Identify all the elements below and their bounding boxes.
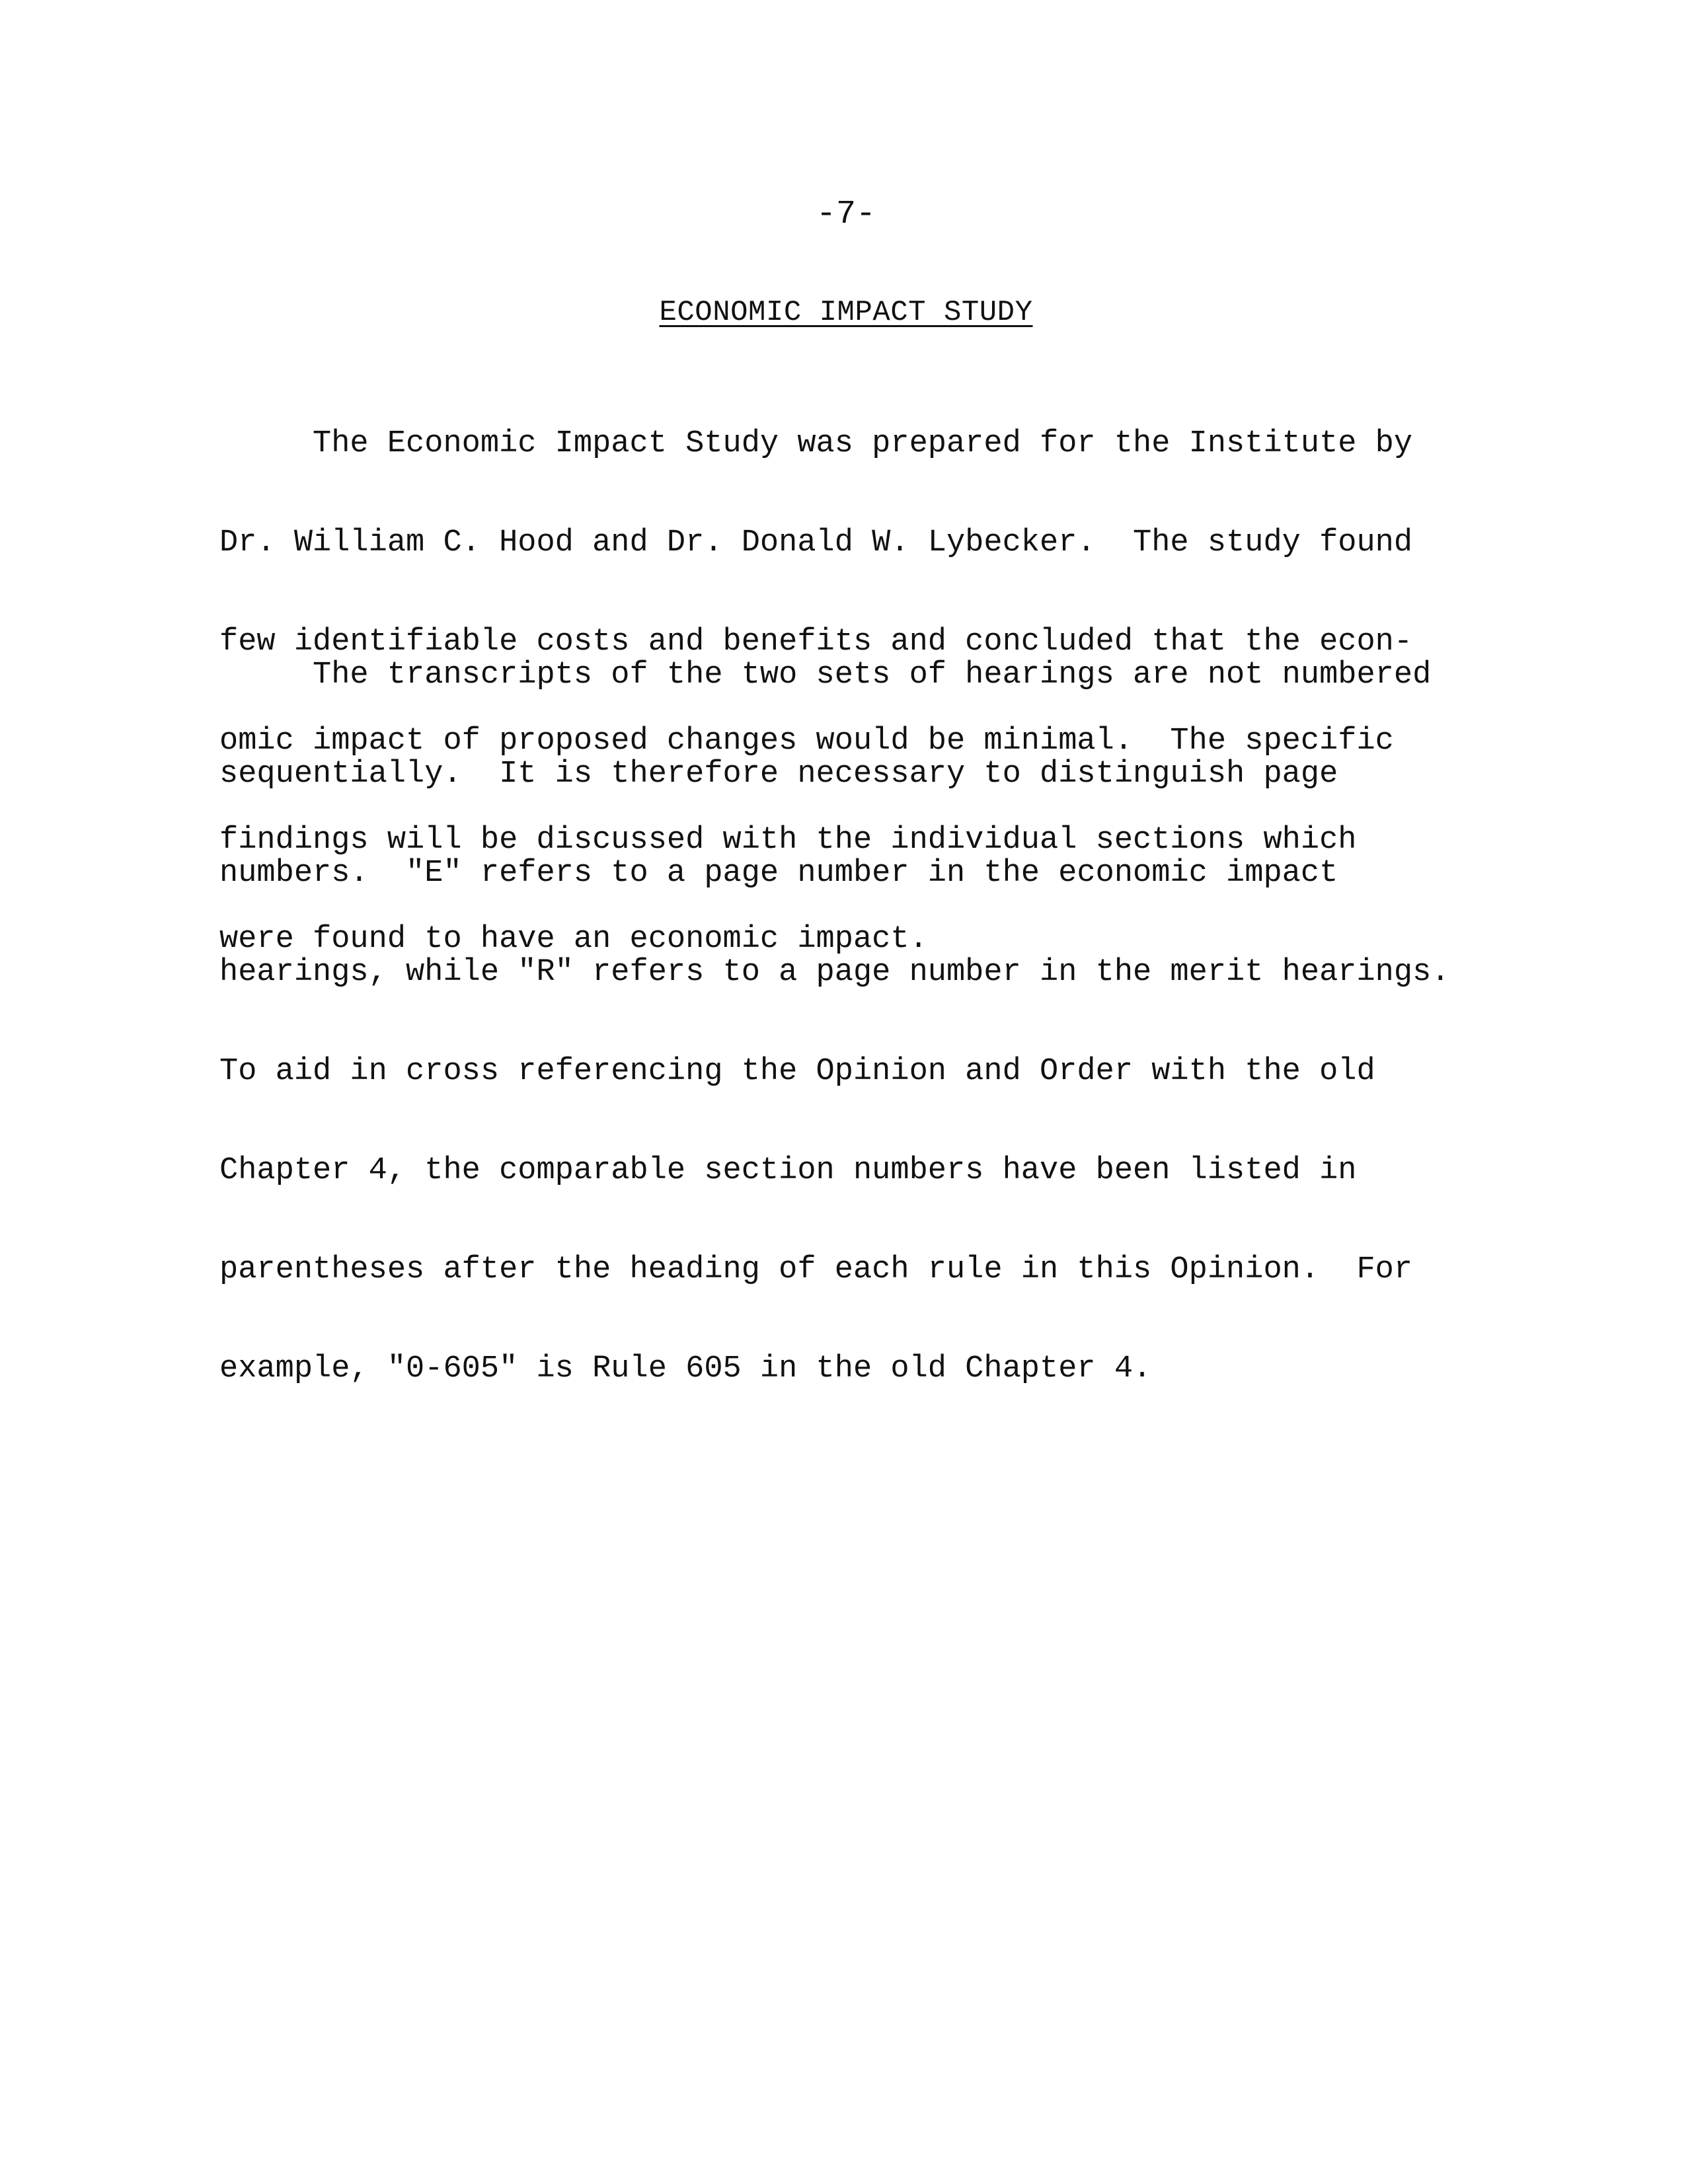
section-title bbox=[0, 296, 1692, 329]
paragraph-line: were found to have an economic impact. bbox=[219, 922, 928, 957]
paragraph-line: findings will be discussed with the individual sections which bbox=[219, 823, 1357, 858]
paragraph-line: Chapter 4, the comparable section numbers have been listed in bbox=[219, 1153, 1357, 1188]
paragraph-line: To aid in cross referencing the Opinion and Order with the old bbox=[219, 1054, 1375, 1089]
section-title-text: ECONOMIC IMPACT STUDY bbox=[659, 296, 1033, 329]
paragraph-line: example, "0-605" is Rule 605 in the old Chapter 4. bbox=[219, 1351, 1152, 1386]
paragraph-line: few identifiable costs and benefits and concluded that the econ- bbox=[219, 624, 1413, 659]
paragraph-line: omic impact of proposed changes would be minimal. The specific bbox=[219, 724, 1394, 759]
paragraph-line: hearings, while "R" refers to a page number in the merit hearings. bbox=[219, 955, 1450, 990]
paragraph-line: numbers. "E" refers to a page number in the economic impact bbox=[219, 856, 1338, 891]
paragraph-line: Dr. William C. Hood and Dr. Donald W. Lybecker. The study found bbox=[219, 525, 1413, 560]
paragraph-line: The Economic Impact Study was prepared for the Institute by bbox=[219, 426, 1413, 461]
paragraph-transcripts bbox=[219, 593, 1450, 1419]
page-number: -7- bbox=[816, 196, 876, 233]
paragraph-line: The transcripts of the two sets of hearings are not numbered bbox=[219, 658, 1432, 693]
paragraph-line: sequentially. It is therefore necessary to distinguish page bbox=[219, 757, 1338, 792]
paragraph-line: parentheses after the heading of each rule in this Opinion. For bbox=[219, 1252, 1413, 1287]
